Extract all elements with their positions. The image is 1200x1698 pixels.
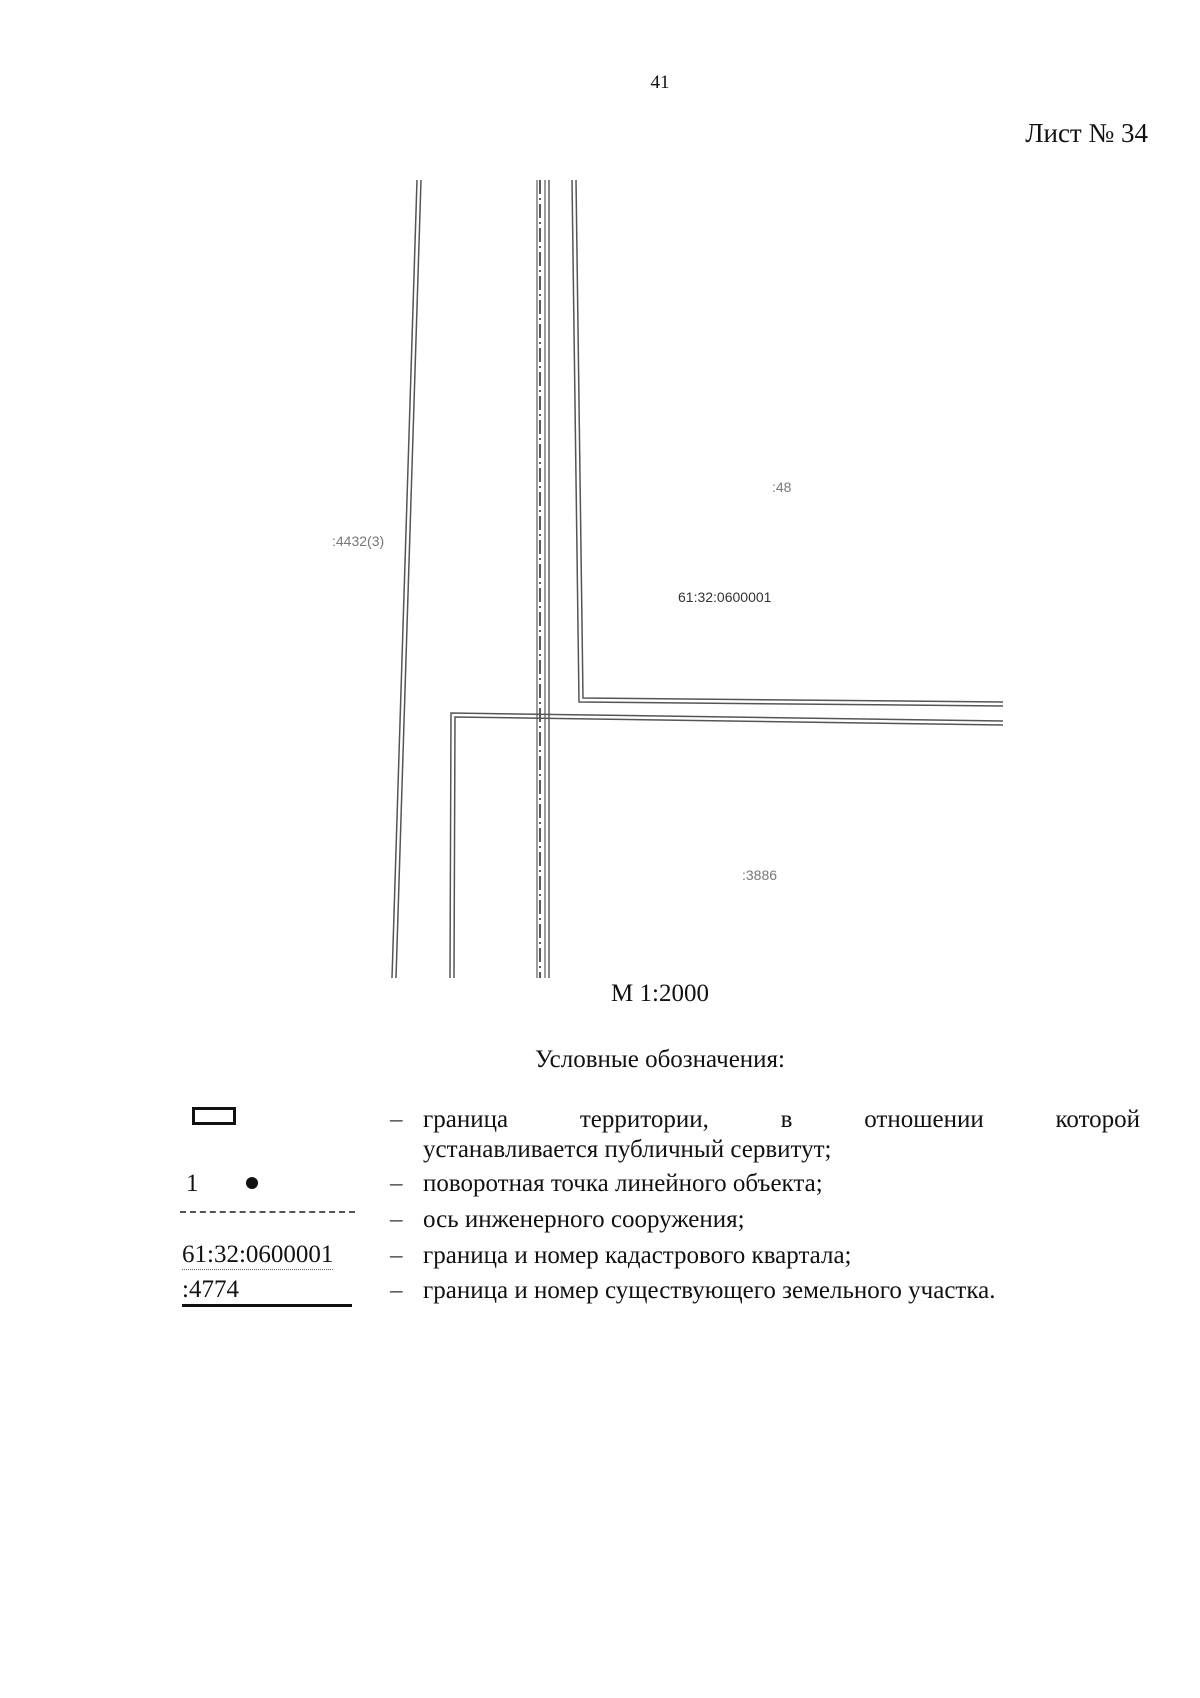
legend-text-line1: граница территории, в отношении которой xyxy=(423,1106,1141,1133)
legend-item-turning-point xyxy=(180,1169,1140,1205)
legend-dash: – xyxy=(390,1206,403,1233)
map-scale: М 1:2000 xyxy=(611,980,709,1007)
parcel-boundary-bottom xyxy=(450,713,1003,978)
parcel-label-top-right: :48 xyxy=(772,479,792,495)
legend-title: Условные обозначения: xyxy=(534,1046,786,1073)
legend-dash: – xyxy=(390,1277,403,1304)
legend-item-land-parcel xyxy=(180,1276,1140,1312)
legend-item-engineering-axis xyxy=(180,1205,1140,1241)
legend-text: ось инженерного сооружения; xyxy=(423,1206,745,1233)
legend-item-service-boundary xyxy=(180,1105,1140,1169)
parcel-label-bottom-right: :3886 xyxy=(742,867,778,883)
point-number: 1 xyxy=(186,1170,199,1197)
legend-text: граница и номер существующего земельного участка. xyxy=(423,1277,996,1304)
parcel-boundary-left xyxy=(392,180,421,978)
quarter-symbol-label: 61:32:0600001 xyxy=(182,1241,334,1268)
engineering-axis xyxy=(537,180,549,978)
parcel-label-left: :4432(3) xyxy=(332,533,385,549)
legend-dash: – xyxy=(390,1106,403,1133)
legend-dash: – xyxy=(390,1242,403,1269)
parcel-symbol-label: :4774 xyxy=(182,1276,352,1307)
legend-item-cadastral-quarter xyxy=(180,1241,1140,1276)
dashed-line-icon xyxy=(180,1211,355,1213)
quarter-label: 61:32:0600001 xyxy=(678,589,772,605)
boundary-rectangle-icon xyxy=(192,1107,236,1125)
legend-dash: – xyxy=(390,1170,403,1197)
quarter-boundary xyxy=(572,180,1003,706)
point-dot-icon xyxy=(246,1177,258,1189)
sheet-number: Лист № 34 xyxy=(1025,118,1148,148)
legend-text-line2: устанавливается публичный сервитут; xyxy=(423,1136,832,1163)
cadastral-map xyxy=(0,170,1200,990)
page-number: 41 xyxy=(650,72,670,93)
legend xyxy=(180,1105,1140,1312)
legend-text: поворотная точка линейного объекта; xyxy=(423,1170,823,1197)
legend-text: граница и номер кадастрового квартала; xyxy=(423,1242,852,1269)
